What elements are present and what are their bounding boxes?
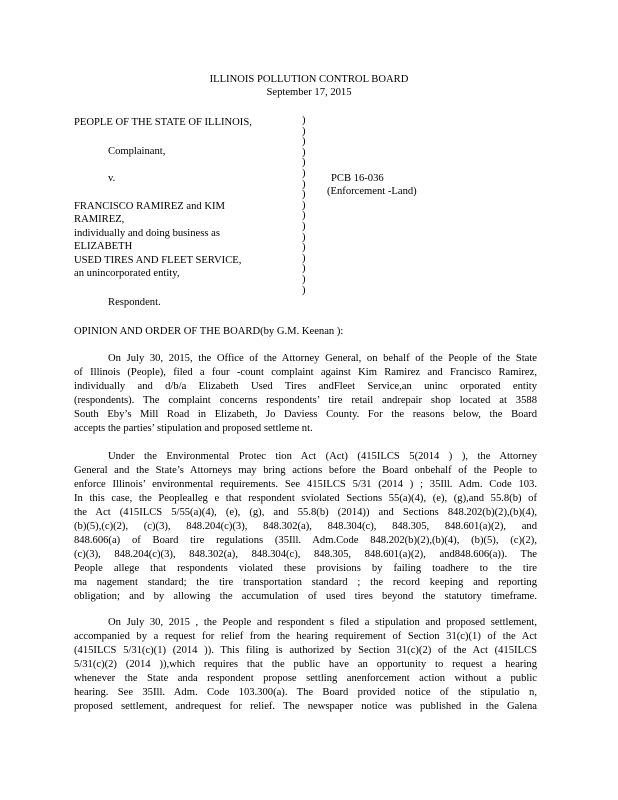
paragraph-line: obligation; and by allowing the accumulation of used tires beyond the statutory timeframe. xyxy=(74,591,537,602)
defendant-line: individually and doing business as xyxy=(74,228,220,239)
defendant-line: USED TIRES AND FLEET SERVICE, xyxy=(74,255,242,266)
versus-label: v. xyxy=(108,173,116,184)
complainant-label: Complainant, xyxy=(108,146,166,157)
paragraph-line: accompanied by a request for relief from the hearing requirement of Section 31(c)(1) of the Act xyxy=(74,631,537,642)
paragraph-line: Under the Environmental Protec tion Act (Act) (415ILCS 5(2014 ) ), the Attorney xyxy=(108,451,537,462)
case-number: PCB 16-036 xyxy=(331,173,384,184)
paragraph-line: On July 30, 2015, the Office of the Attorney General, on behalf of the People of the State xyxy=(108,353,537,364)
paragraph-line: (c)(3), 848.204(c)(3), 848.302(a), 848.304(c), 848.305, 848.601(a)(2), and848.606(a)). The xyxy=(74,549,537,560)
paragraph-line: (b)(5),(c)(2), (c)(3), 848.204(c)(3), 848.302(a), 848.304(c), 848.305, 848.601(a)(2), and xyxy=(74,521,537,532)
paragraph-line: General and the State’s Attorneys may bring actions before the Board onbehalf of the People to xyxy=(74,465,537,476)
decision-date: September 17, 2015 xyxy=(266,87,352,98)
defendant-line: an unincorporated entity, xyxy=(74,268,180,279)
paragraph-line: On July 30, 2015 , the People and respondent s filed a stipulation and proposed settlement, xyxy=(108,617,537,628)
paragraph-line: hearing. See 35Ill. Adm. Code 103.300(a). The Board provided notice of the stipulatio n, xyxy=(74,687,537,698)
paragraph-line: whenever the State anda respondent propose settling anenforcement action without a public xyxy=(74,673,537,684)
paragraph-line: ma nagement standard; the tire transportation standard ; the record keeping and reporting xyxy=(74,577,537,588)
paragraph-line: (415ILCS 5/31(c)(1) (2014 )). This filing is authorized by Section 31(c)(2) of the Act (415ILCS xyxy=(74,645,537,656)
paragraph-line: 848.606(a) of Board tire regulations (35Ill. Adm.Code 848.202(b)(2),(b)(4), (b)(5), (c)(2), xyxy=(74,535,537,546)
plaintiff-name: PEOPLE OF THE STATE OF ILLINOIS, xyxy=(74,117,252,128)
paragraph-line: of Illinois (People), filed a four -count complaint against Kim Ramirez and Francisco Ramirez, xyxy=(74,367,537,378)
paragraph-line: (respondents). The complaint concerns respondents’ tire retail andrepair shop located at 3588 xyxy=(74,395,537,406)
defendant-line: FRANCISCO RAMIREZ and KIM xyxy=(74,201,225,212)
paragraph-line: the Act (415ILCS 5/55(a)(4), (e), (g), and 55.8(b) (2014)) and Sections 848.202(b)(2),(b)(4), xyxy=(74,507,537,518)
caption-parentheses: ) ) ) ) ) ) ) ) ) ) ) ) ) ) ) ) ) xyxy=(302,115,306,296)
case-type: (Enforcement -Land) xyxy=(327,186,417,197)
paragraph-line: 5/31(c)(2) (2014 )),which requires that the public have an opportunity to request a hearing xyxy=(74,659,537,670)
paragraph-line: South Eby’s Mill Road in Elizabeth, Jo Daviess County. For the reasons below, the Board xyxy=(74,409,537,420)
opinion-heading: OPINION AND ORDER OF THE BOARD(by G.M. Keenan ): xyxy=(74,326,344,337)
paragraph-line: individually and d/b/a Elizabeth Used Tires andFleet Service,an uninc orporated entity xyxy=(74,381,537,392)
defendant-line: RAMIREZ, xyxy=(74,214,125,225)
paragraph-line: In this case, the Peoplealleg e that respondent sviolated Sections 55(a)(4), (e), (g),and 55.8(b) of xyxy=(74,493,537,504)
respondent-label: Respondent. xyxy=(108,297,161,308)
paragraph-line: proposed settlement, andrequest for relief. The newspaper notice was published in the Galena xyxy=(74,701,537,712)
defendant-line: ELIZABETH xyxy=(74,241,133,252)
paragraph-line: People allege that respondents violated these provisions by failing toadhere to the tire xyxy=(74,563,537,574)
board-name-heading: ILLINOIS POLLUTION CONTROL BOARD xyxy=(209,74,409,85)
paragraph-line: accepts the parties’ stipulation and proposed settleme nt. xyxy=(74,423,313,434)
paragraph-line: enforce Illinois’ environmental requirements. See 415ILCS 5/31 (2014 ) ; 35Ill. Adm. Code 103. xyxy=(74,479,537,490)
